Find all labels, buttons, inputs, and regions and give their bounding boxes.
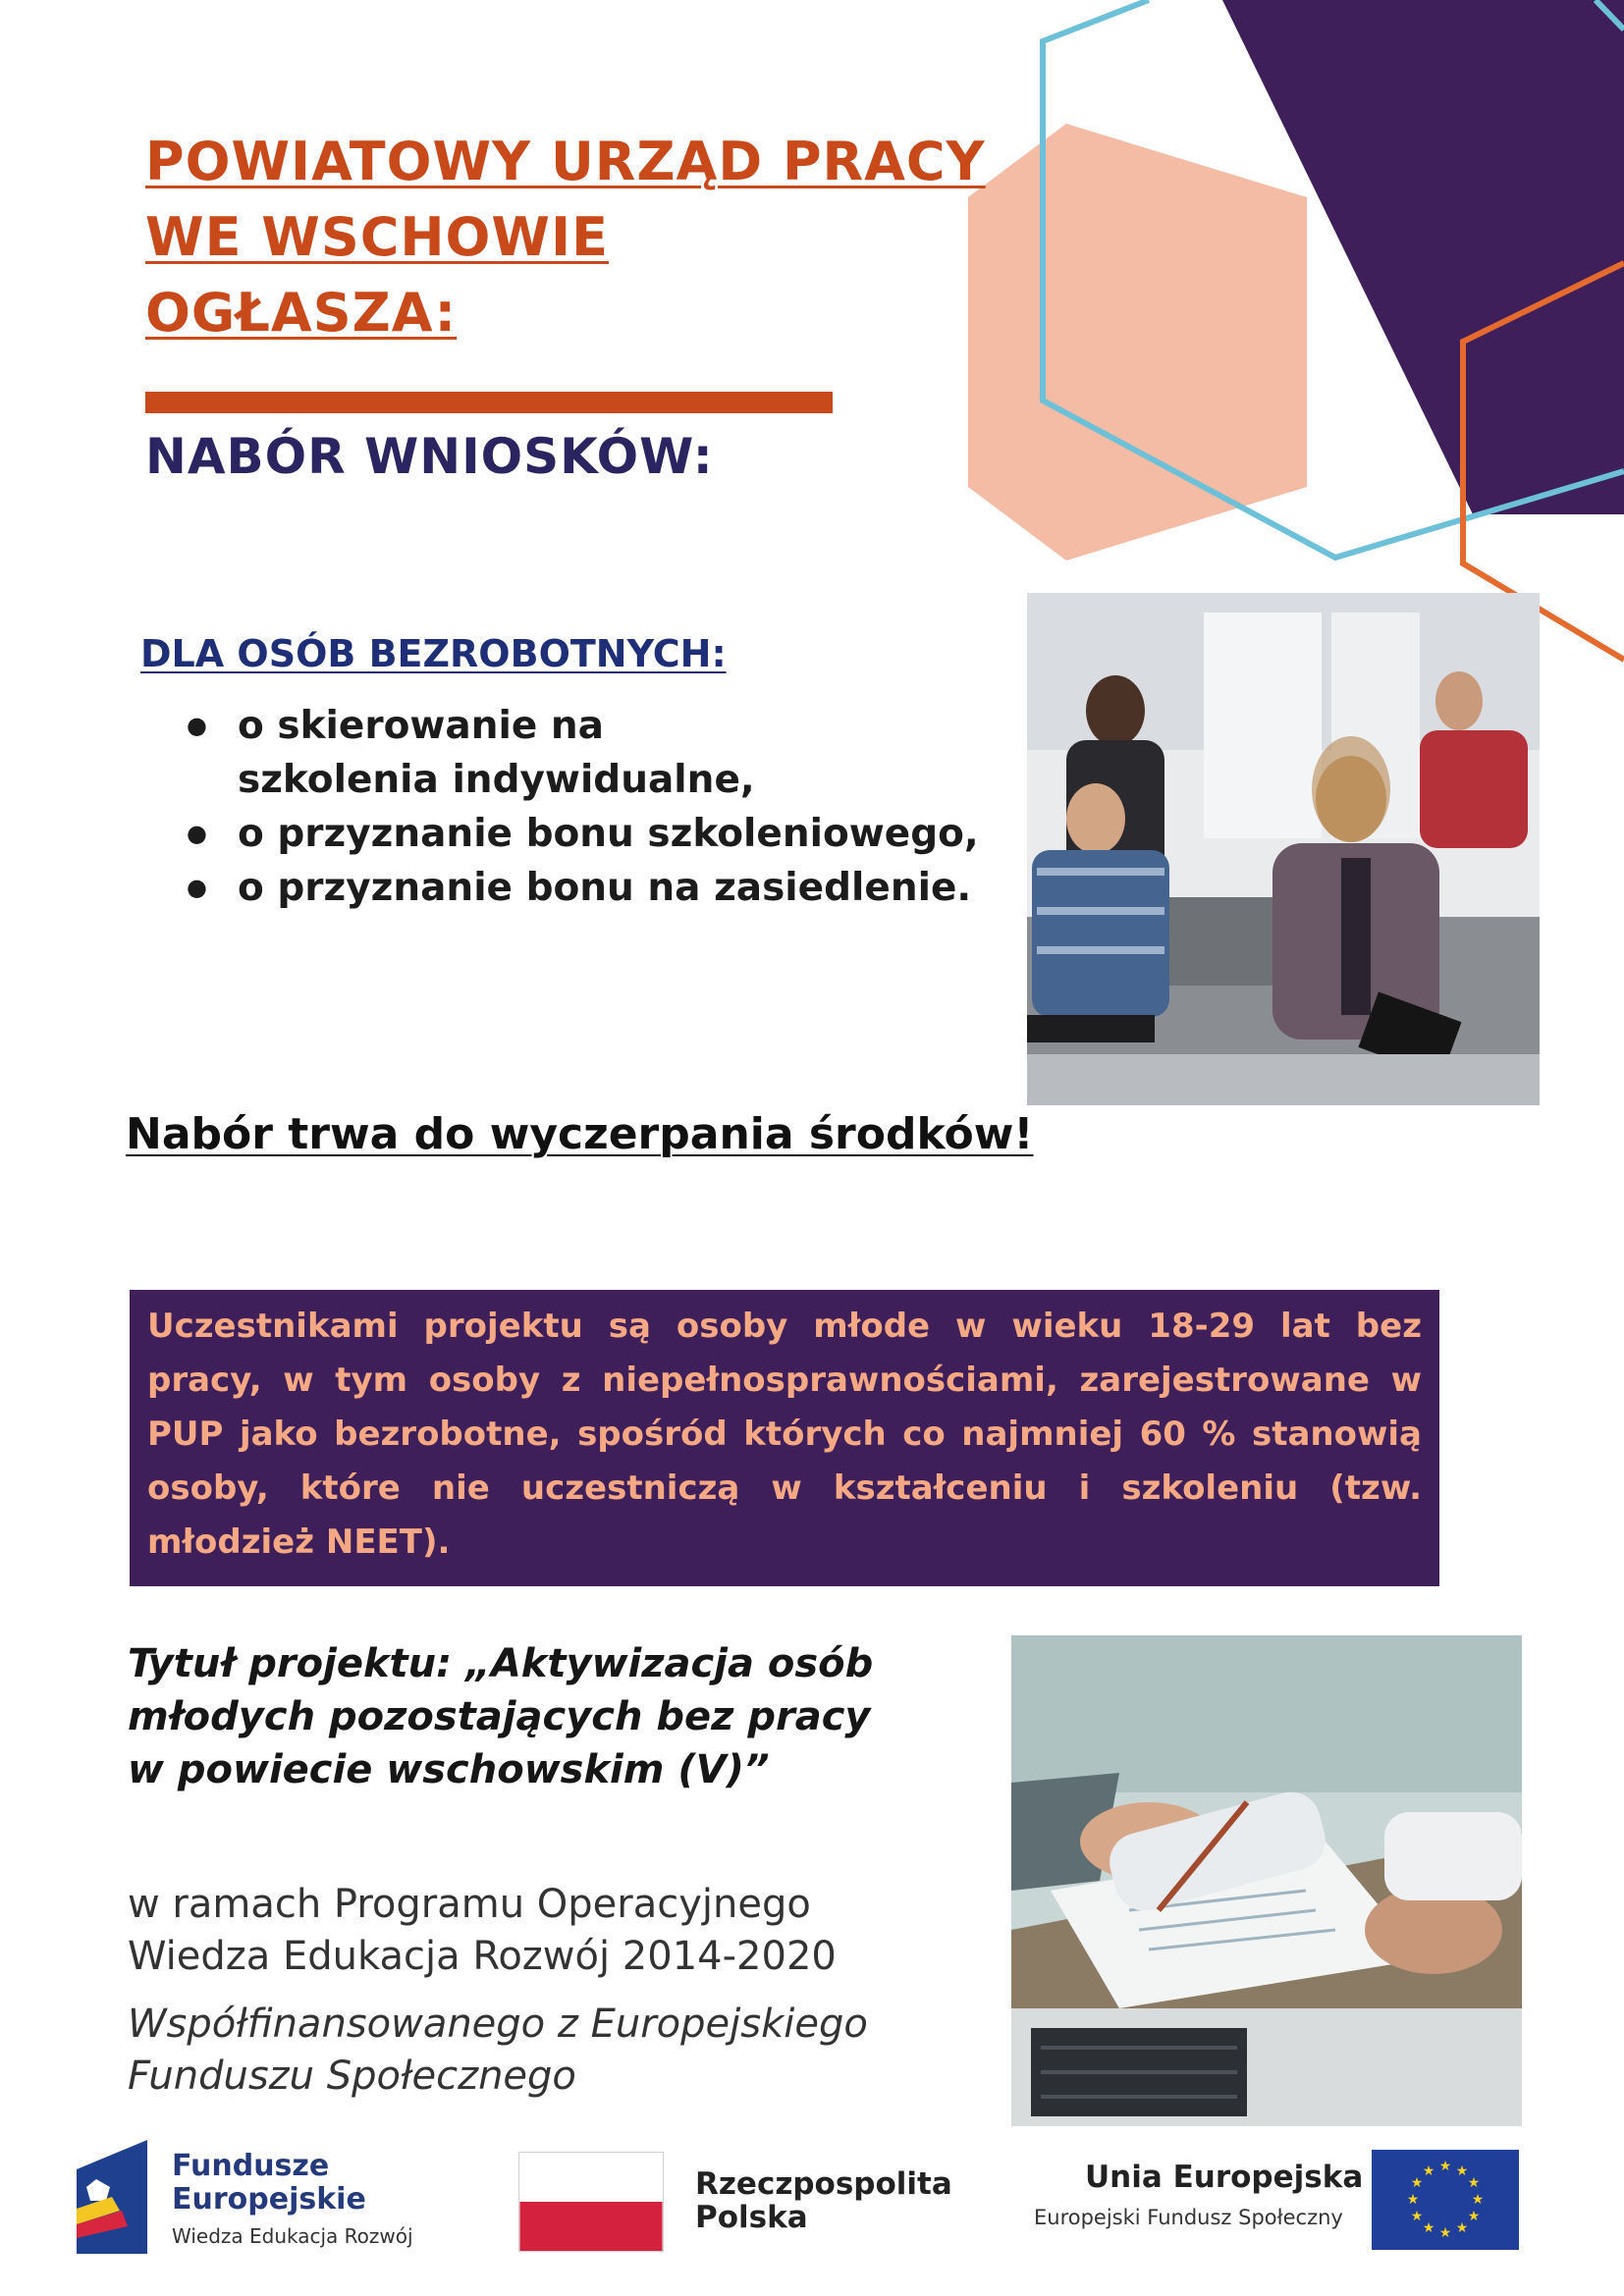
cofinancing-line-2: Funduszu Społecznego	[128, 2054, 576, 2099]
svg-text:★: ★	[1471, 2192, 1485, 2208]
list-item: ● o przyznanie bonu na zasiedlenie.	[187, 861, 1001, 915]
eu-flag-icon	[1372, 2150, 1519, 2250]
svg-text:★: ★	[1467, 2175, 1481, 2191]
program-line-1: w ramach Programu Operacyjnego	[128, 1882, 811, 1927]
svg-text:★: ★	[1467, 2209, 1481, 2224]
participants-info-text: Uczestnikami projektu są osoby młode w wieku 18-29 lat bez pracy, w tym osoby z niepełnosprawnościami, zarejestrowane w PUP jako bezrobotne, spośród których co najmniej 60 % stanowią osoby, które nie uczestniczą w kształceniu i szkoleniu (tzw. młodzież NEET).	[147, 1307, 1422, 1562]
deadline-note: Nabór trwa do wyczerpania środków!	[126, 1109, 1034, 1159]
ue-logo-line-1: Unia Europejska	[1085, 2160, 1364, 2195]
svg-text:★: ★	[1455, 2163, 1469, 2179]
project-title-line-3: w powiecie wschowskim (V)”	[128, 1747, 770, 1792]
ue-logo-line-2: Europejski Fundusz Społeczny	[1034, 2206, 1343, 2229]
project-title-line-2: młodych pozostających bez pracy	[128, 1694, 871, 1739]
svg-text:★: ★	[1422, 2220, 1435, 2236]
polish-flag-icon	[518, 2152, 664, 2252]
svg-text:★: ★	[1438, 2159, 1452, 2174]
title-line-3: OGŁASZA:	[145, 282, 458, 344]
project-title-line-1: Tytuł projektu: „Aktywizacja osób	[128, 1641, 874, 1686]
target-group-heading: DLA OSÓB BEZROBOTNYCH:	[140, 632, 727, 675]
fe-logo-line-1: Fundusze	[172, 2149, 330, 2183]
list-item: ● o przyznanie bonu szkoleniowego,	[187, 807, 1001, 861]
orange-divider	[145, 392, 833, 413]
cofinancing-text	[128, 1999, 992, 2103]
fe-logo-icon	[77, 2140, 147, 2254]
title-line-1: POWIATOWY URZĄD PRACY	[145, 131, 986, 192]
participants-info-box	[130, 1290, 1439, 1586]
meeting-photo	[1027, 593, 1540, 1105]
section-heading: NABÓR WNIOSKÓW:	[145, 428, 714, 485]
project-title	[128, 1637, 992, 1796]
fe-logo-line-2: Europejskie	[172, 2182, 366, 2216]
svg-text:★: ★	[1406, 2192, 1420, 2208]
cofinancing-line-1: Współfinansowanego z Europejskiego	[128, 2002, 868, 2047]
svg-text:★: ★	[1422, 2163, 1435, 2179]
program-text	[128, 1879, 992, 1983]
announcement-title	[145, 124, 990, 350]
program-line-2: Wiedza Edukacja Rozwój 2014-2020	[128, 1934, 837, 1979]
recruitment-list	[187, 699, 1001, 915]
title-line-2: WE WSCHOWIE	[145, 206, 609, 268]
svg-text:★: ★	[1438, 2225, 1452, 2241]
svg-text:★: ★	[1455, 2220, 1469, 2236]
pl-logo-line-1: Rzeczpospolita	[695, 2166, 952, 2202]
pl-logo-line-2: Polska	[695, 2200, 808, 2235]
svg-text:★: ★	[1410, 2175, 1424, 2191]
svg-text:★: ★	[1410, 2209, 1424, 2224]
paperwork-photo	[1011, 1635, 1522, 2126]
list-item: ● o skierowanie na szkolenia indywidualne,	[187, 699, 787, 807]
fe-logo-line-3: Wiedza Edukacja Rozwój	[172, 2224, 413, 2248]
